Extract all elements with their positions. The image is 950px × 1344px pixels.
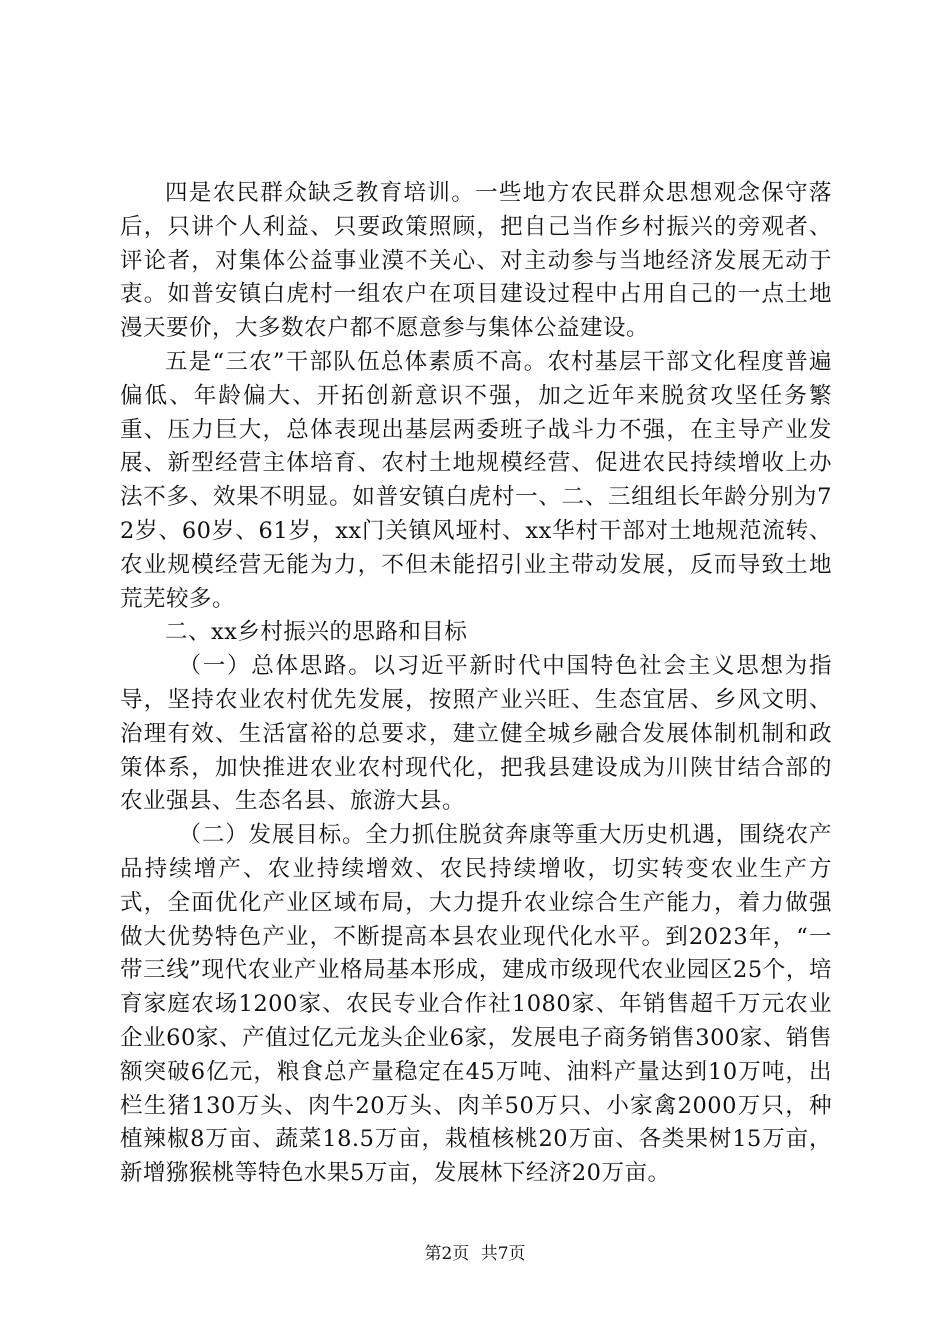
paragraph-development-goals: （二）发展目标。全力抓住脱贫奔康等重大历史机遇，围绕农产品持续增产、农业持续增效、农民持续增收，切实转变农业生产方式，全面优化产业区域布局，大力提升农业综合生产能力，着力做强做大优势特色产业，不断提高本县农业现代化水平。到2023年，“一带三线”现代农业产业格局基本形成，建成市级现代农业园区25个，培育家庭农场1200家、农民专业合作社1080家、年销售超千万元农业企业60家、产值过亿元龙头企业6家，发展电子商务销售300家、销售额突破6亿元，粮食总产量稳定在45万吨、油料产量达到10万吨，出栏生猪130万头、肉牛20万头、肉羊50万只、小家禽2000万只，种植辣椒8万亩、蔬菜18.5万亩，栽植核桃20万亩、各类果树15万亩，新增猕猴桃等特色水果5万亩，发展林下经济20万亩。 bbox=[120, 822, 832, 1187]
page-total: 共7页 bbox=[480, 1244, 526, 1264]
paragraph-overall-thinking: （一）总体思路。以习近平新时代中国特色社会主义思想为指导，坚持农业农村优先发展，按照产业兴旺、生态宜居、乡风文明、治理有效、生活富裕的总要求，建立健全城乡融合发展体制机制和政策体系，加快推进农业农村现代化，把我县建设成为川陕甘结合部的农业强县、生态名县、旅游大县。 bbox=[120, 653, 832, 815]
page-number: 第2页 bbox=[424, 1244, 470, 1264]
section-heading-ideas-goals: 二、xx乡村振兴的思路和目标 bbox=[165, 619, 468, 646]
page-footer bbox=[0, 1242, 950, 1266]
document-body bbox=[120, 177, 832, 1191]
paragraph-cadre-quality: 五是“三农”干部队伍总体素质不高。农村基层干部文化程度普遍偏低、年龄偏大、开拓创新意识不强，加之近年来脱贫攻坚任务繁重、压力巨大，总体表现出基层两委班子战斗力不强，在主导产业发展、新型经营主体培育、农村土地规模经营、促进农民持续增收上办法不多、效果不明显。如普安镇白虎村一、二、三组组长年龄分别为72岁、60岁、61岁，xx门关镇风垭村、xx华村干部对土地规范流转、农业规模经营无能为力，不但未能招引业主带动发展，反而导致土地荒芜较多。 bbox=[120, 348, 832, 612]
paragraph-farmers-education: 四是农民群众缺乏教育培训。一些地方农民群众思想观念保守落后，只讲个人利益、只要政策照顾，把自己当作乡村振兴的旁观者、评论者，对集体公益事业漠不关心、对主动参与当地经济发展无动于衷。如普安镇白虎村一组农户在项目建设过程中占用自己的一点土地漫天要价，大多数农户都不愿意参与集体公益建设。 bbox=[120, 180, 832, 342]
